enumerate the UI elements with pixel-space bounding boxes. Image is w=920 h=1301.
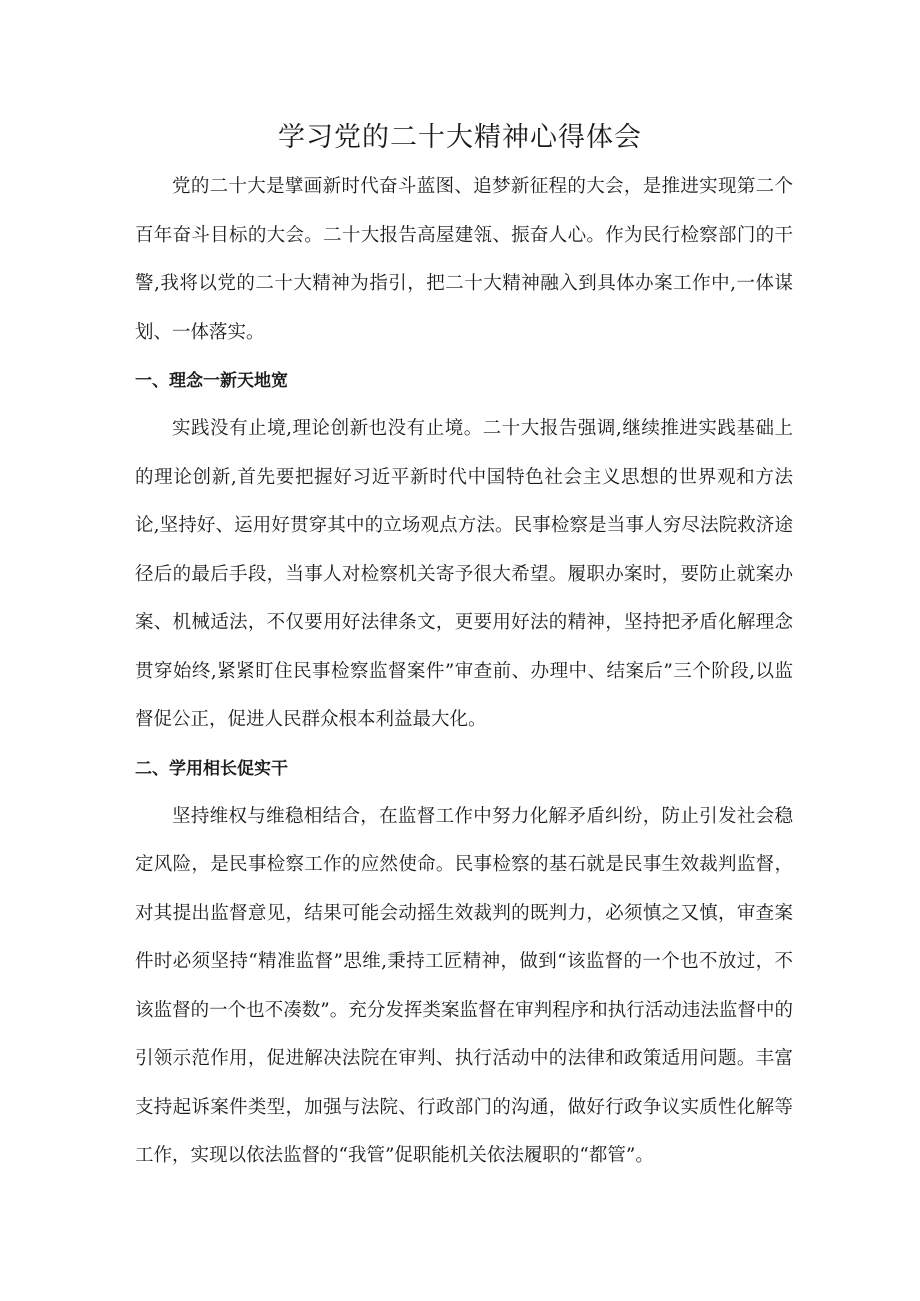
section-2-heading: 二、学用相长促实干: [135, 758, 288, 779]
document-title: 学习党的二十大精神心得体会: [278, 122, 642, 153]
section-1-paragraph: 实践没有止境,理论创新也没有止境。二十大报告强调,继续推进实践基础上的理论创新,首先要把握好习近平新时代中国特色社会主义思想的世界观和方法论,坚持好、运用好贯穿其中的立场观点方法。民事检察是当事人穷尽法院救济途径后的最后手段，当事人对检察机关寄予很大希望。履职办案时，要防止就案办案、机械适法，不仅要用好法律条文，更要用好法的精神，坚持把矛盾化解理念贯穿始终,紧紧盯住民事检察监督案件”审查前、办理中、结案后”三个阶段,以监督促公正，促进人民群众根本利益最大化。: [135, 418, 793, 730]
section-1-heading: 一、理念一新天地宽: [135, 371, 288, 391]
section-2-paragraph: 坚持维权与维稳相结合，在监督工作中努力化解矛盾纠纷，防止引发社会稳定风险，是民事检察工作的应然使命。民事检察的基石就是民事生效裁判监督，对其提出监督意见，结果可能会动摇生效裁判的既判力，必须慎之又慎，审查案件时必须坚持“精准监督”思维,秉持工匠精神，做到“该监督的一个也不放过，不该监督的一个也不凑数”。充分发挥类案监督在审判程序和执行活动违法监督中的引领示范作用，促进解决法院在审判、执行活动中的法律和政策适用问题。丰富支持起诉案件类型，加强与法院、行政部门的沟通，做好行政争议实质性化解等工作，实现以依法监督的“我管”促职能机关依法履职的“都管”。: [135, 805, 793, 1166]
intro-paragraph: 党的二十大是擘画新时代奋斗蓝图、追梦新征程的大会，是推进实现第二个百年奋斗目标的大会。二十大报告高屋建瓴、振奋人心。作为民行检察部门的干警,我将以党的二十大精神为指引，把二十大精神融入到具体办案工作中,一体谋划、一体落实。: [135, 176, 793, 343]
document-body: [135, 163, 793, 1181]
